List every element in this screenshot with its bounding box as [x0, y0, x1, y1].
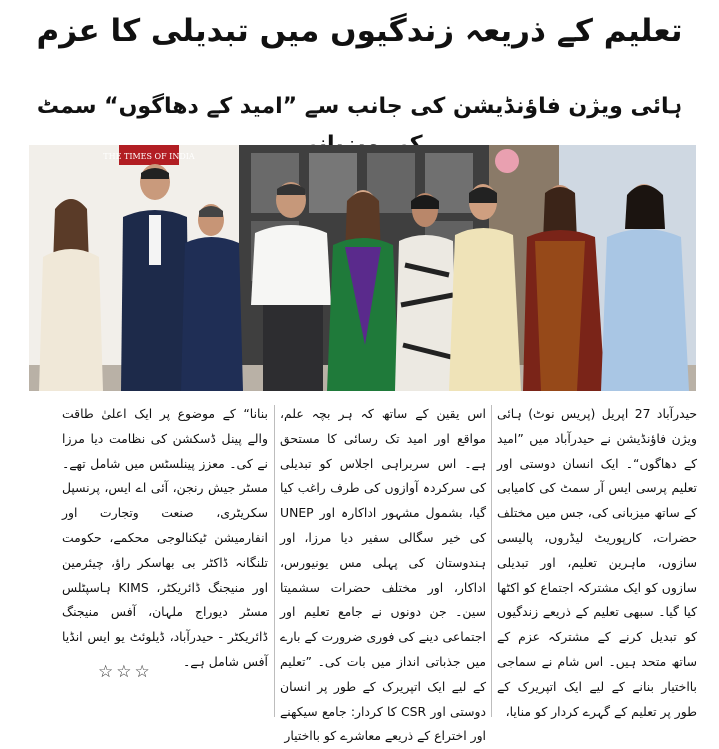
article-paragraph: حیدرآباد 27 اپریل (پریس نوٹ) ہائی ویژن فاؤنڈیشن نے حیدرآباد میں ”امید کے دھاگوں“۔ ایک انسان دوستی اور تعلیم پرسی ایس آر سمٹ کی کامیابی کے ساتھ میزبانی کی، جس میں مختلف حضرات، کارپوریٹ لیڈروں، پالیسی سازوں، ماہرین تعلیم، اور تبدیلی سازوں کو ایک مشترکہ اجتماع کو اکٹھا کیا گیا۔ سبھی تعلیم کے ذریعے زندگیوں کو تبدیل کرنے کے مشترکہ عزم کے ساتھ متحد ہیں۔ اس شام نے سماجی بااختیار بنانے کے لیے ایک اتپریرک کے طور پر تعلیم کے گہرے کردار کو منایا، [497, 406, 697, 719]
article-column-left [62, 402, 268, 675]
article-paragraph: اس یقین کے ساتھ کہ ہر بچہ علم، مواقع اور امید تک رسائی کا مستحق ہے۔ اس سربراہی اجلاس کو تبدیلی کی سرکردہ آوازوں کی طرف راغب کیا گیا، بشمول مشہور اداکارہ اور UNEP کی خیر سگالی سفیر دیا مرزا، اور ہندوستان کی پہلی مس یونیورس، اداکار، اور مختلف حضرات سشمیتا سین۔ جن دونوں نے جامع تعلیم اور اجتماعی دینے کی فوری ضرورت کے بارے میں جذباتی انداز میں بات کی۔ ”تعلیم کے لیے ایک اتپریرک کے طور پر انسان دوستی اور CSR کا کردار: جامع سیکھنے اور اختراع کے ذریعے معاشرے کو بااختیار [280, 406, 486, 744]
article-column-middle [280, 402, 486, 749]
banner-text: THE TIMES OF INDIA [103, 152, 195, 161]
article-end-stars: ☆☆☆ [98, 662, 153, 682]
article-subheadline: ہائی ویژن فاؤنڈیشن کی جانب سے ”امید کے دھاگوں“ سمٹ [36, 94, 683, 119]
article-column-right [497, 402, 697, 724]
article-paragraph: بنانا“ کے موضوع پر ایک اعلیٰ طاقت والے پینل ڈسکشن کی نظامت دیا مرزا نے کی۔ معزز پینلسٹس میں شامل تھے۔ مسٹر جیش رنجن، آئی اے ایس، پرنسپل سکریٹری، صنعت وتجارت اور انفارمیشن ٹیکنالوجی محکمے، حکومت تلنگانہ ڈاکٹر بی بھاسکر راؤ، چیئرمین اور منیجنگ ڈائریکٹر، KIMS ہاسپٹلس مسٹر دیوراج ملہان، آفس منیجنگ ڈائریکٹر - حیدرآباد، ڈیلوئٹ یو ایس انڈیا آفس شامل ہے۔ [62, 406, 269, 669]
event-group-photo [29, 145, 696, 391]
article-headline: تعلیم کے ذریعہ زندگیوں میں تبدیلی کا عزم [36, 13, 683, 49]
column-divider [274, 405, 275, 717]
group-photo-illustration [29, 145, 696, 391]
column-divider [491, 405, 492, 717]
